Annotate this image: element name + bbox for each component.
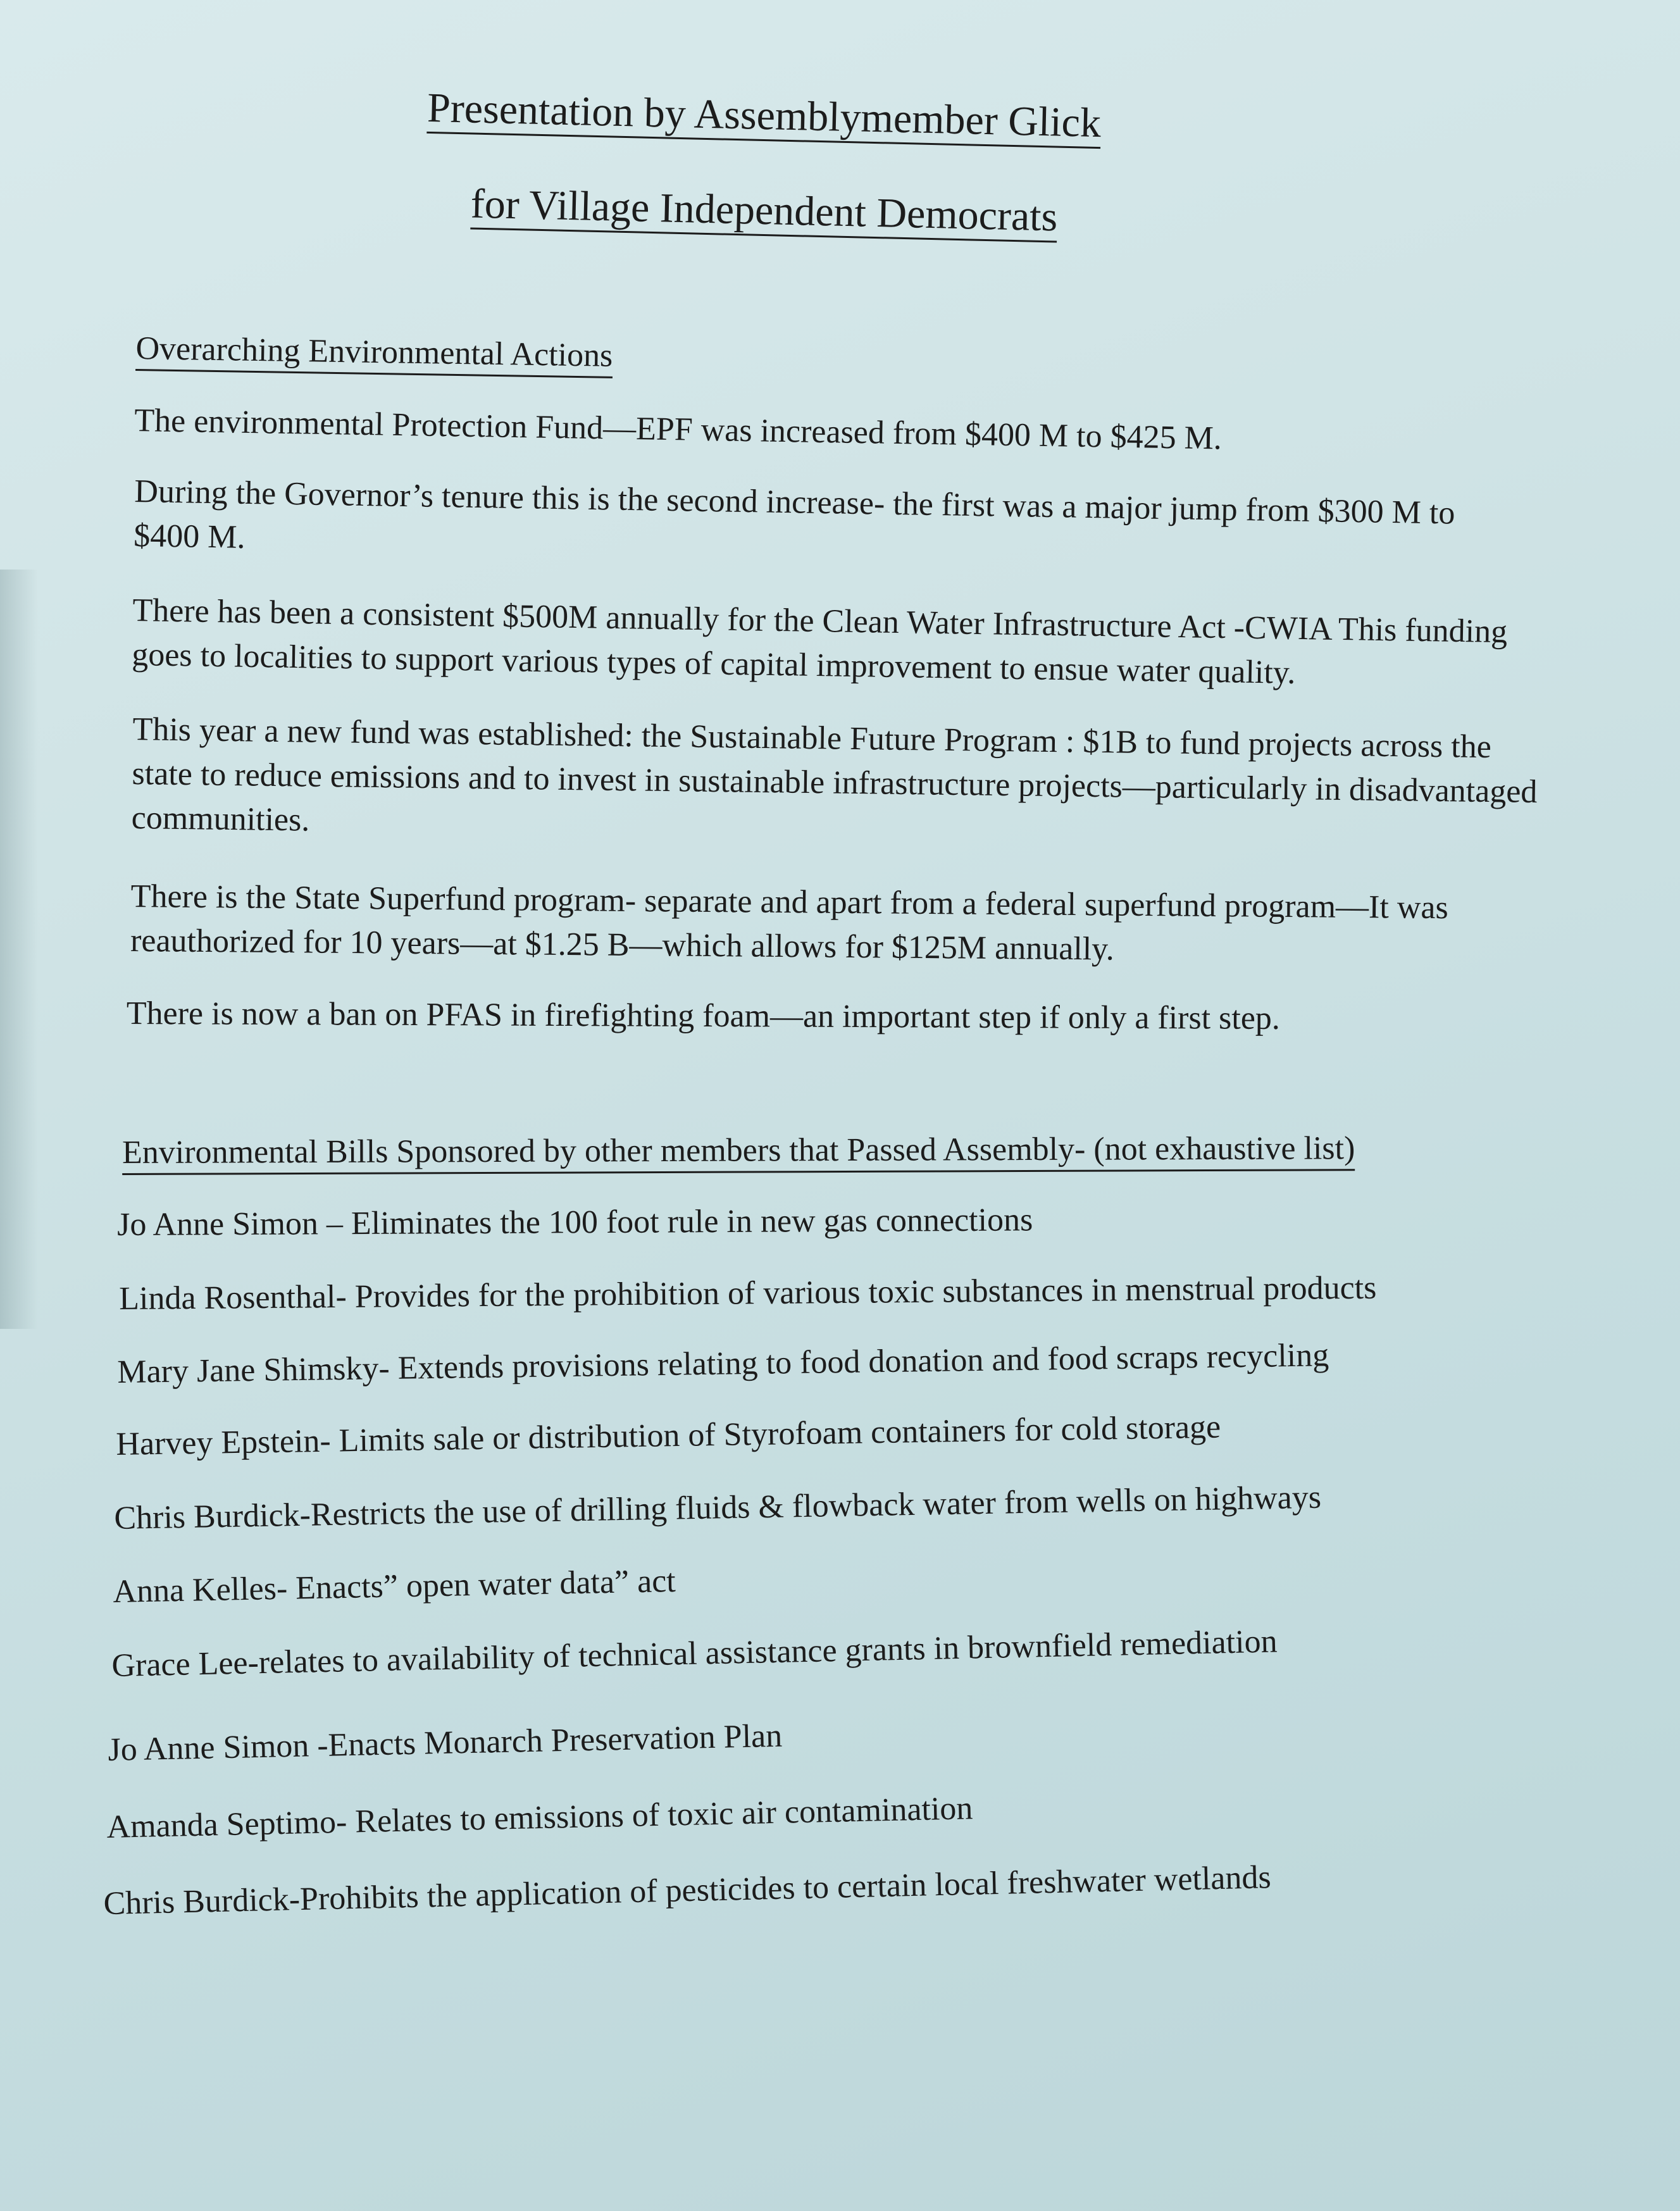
paragraph-superfund: There is the State Superfund program- separate and apart from a federal superfund program—It was reauthorized for 10 years—at $1.25 B—which allows for $125M annually. xyxy=(130,878,1448,968)
title-line-2-text: for Village Independent Democrats xyxy=(470,183,1058,242)
title-line-1-text: Presentation by Assemblymember Glick xyxy=(426,87,1101,149)
list-item: Chris Burdick-Prohibits the application of pesticides to certain local freshwater wetlands xyxy=(103,1859,1272,1922)
list-item: Jo Anne Simon – Eliminates the 100 foot rule in new gas connections xyxy=(116,1202,1033,1243)
list-item: Amanda Septimo- Relates to emissions of toxic air contamination xyxy=(106,1790,973,1845)
list-item: Harvey Epstein- Limits sale or distribution of Styrofoam containers for cold storage xyxy=(115,1409,1221,1462)
list-item: Mary Jane Shimsky- Extends provisions relating to food donation and food scraps recycling xyxy=(116,1337,1329,1390)
list-item: Jo Anne Simon -Enacts Monarch Preservation Plan xyxy=(107,1717,783,1768)
paragraph-epf: The environmental Protection Fund—EPF was increased from $400 M to $425 M. xyxy=(134,402,1223,457)
list-item: Linda Rosenthal- Provides for the prohibition of various toxic substances in menstrual products xyxy=(118,1269,1377,1317)
list-item: Chris Burdick-Restricts the use of drilling fluids & flowback water from wells on highways xyxy=(113,1479,1322,1536)
paragraph-governor-tenure: During the Governor’s tenure this is the second increase- the first was a major jump from $300 M to $400 M. xyxy=(133,473,1455,556)
paragraph-sustainable-future: This year a new fund was established: the Sustainable Future Program : $1B to fund projects across the state to reduce emissions and to invest in sustainable infrastructure projects—particularly in disadvantaged communities. xyxy=(131,711,1538,838)
list-item: Anna Kelles- Enacts” open water data” act xyxy=(112,1562,676,1610)
list-item: Grace Lee-relates to availability of technical assistance grants in brownfield remediation xyxy=(111,1623,1278,1684)
section-2-heading-text: Environmental Bills Sponsored by other members that Passed Assembly- (not exhaustive list) xyxy=(122,1130,1355,1175)
section-1-heading-text: Overarching Environmental Actions xyxy=(135,330,613,378)
paragraph-clean-water: There has been a consistent $500M annually for the Clean Water Infrastructure Act -CWIA This funding goes to localities to support various types of capital improvement to ensue water quality. xyxy=(131,592,1508,691)
paragraph-pfas-ban: There is now a ban on PFAS in firefighting foam—an important step if only a first step. xyxy=(126,995,1281,1037)
